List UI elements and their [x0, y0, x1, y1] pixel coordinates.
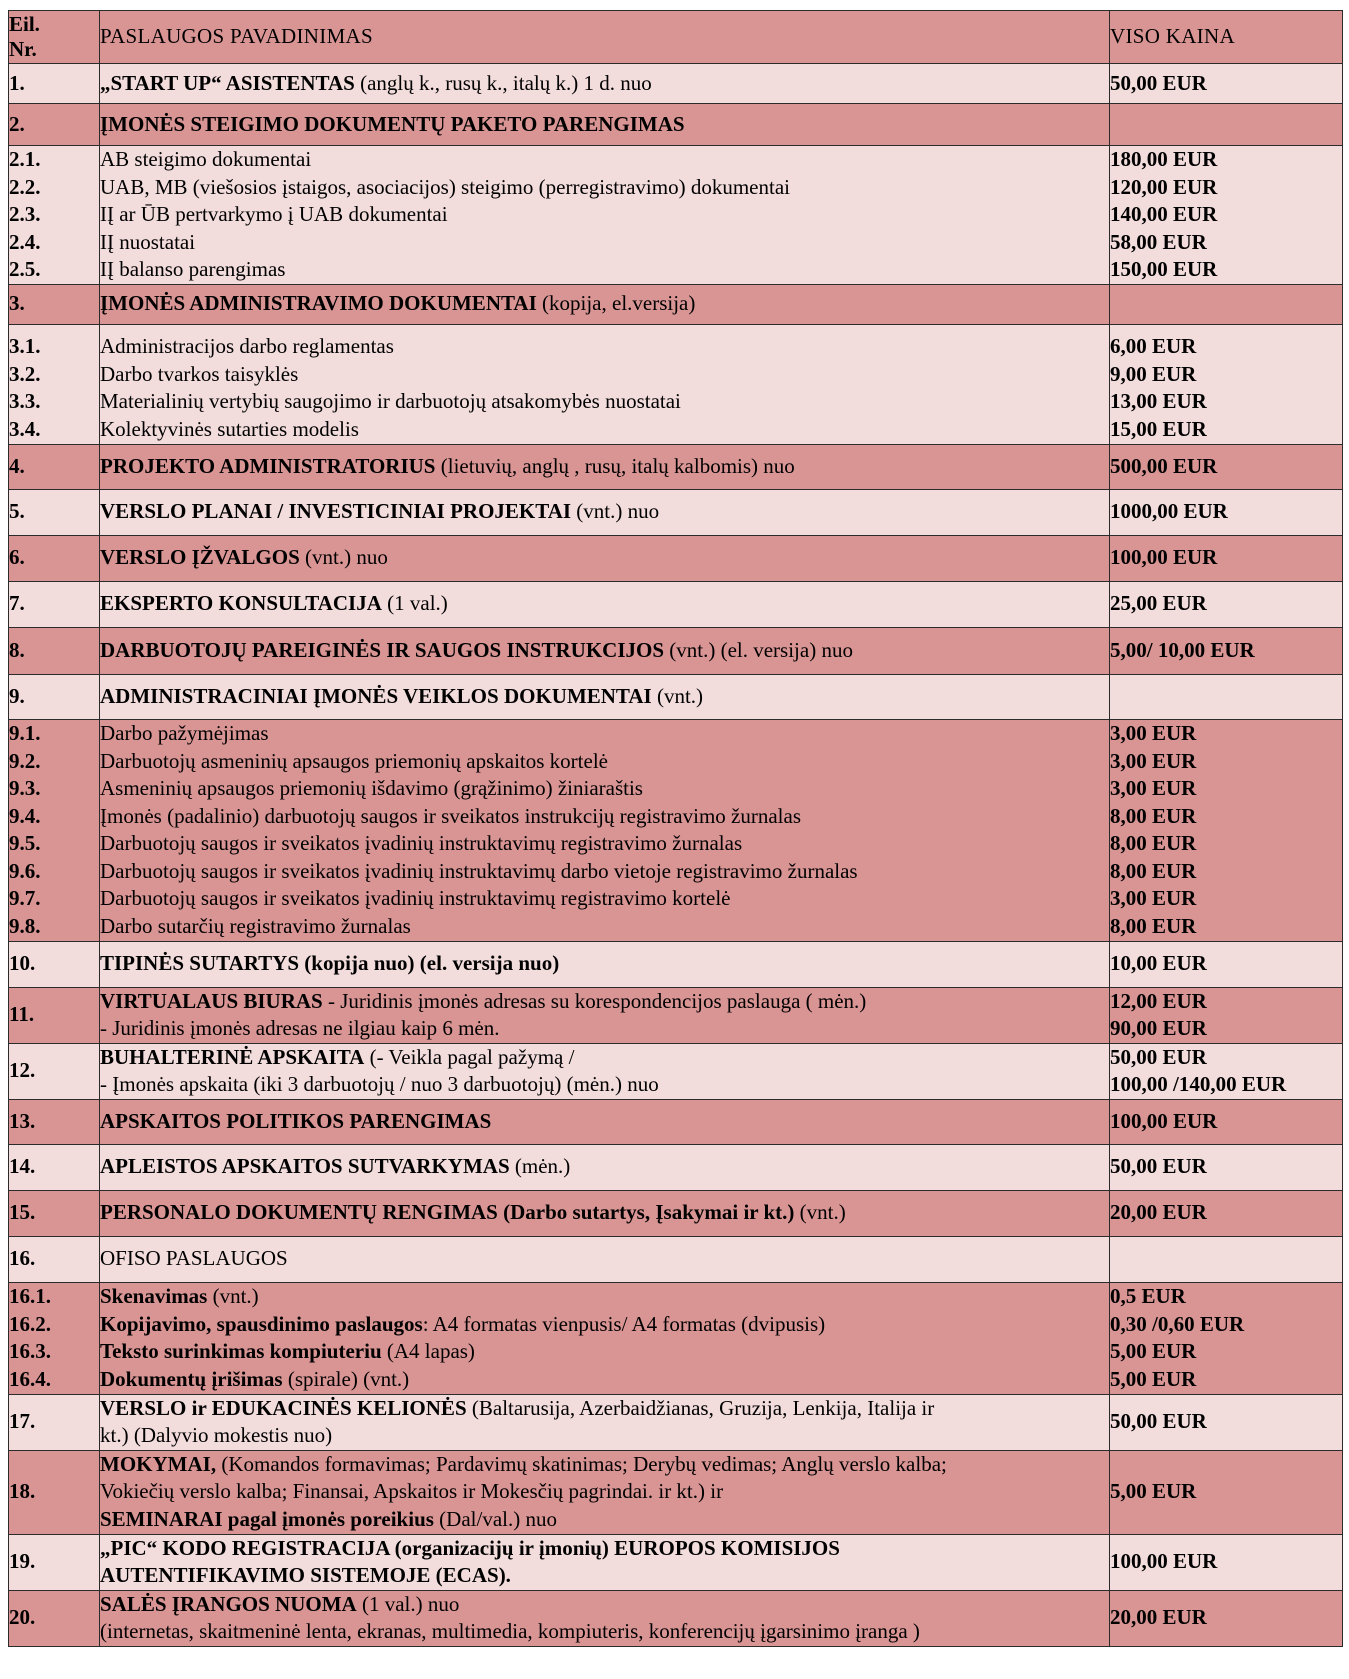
col-nr-header: Eil. Nr.	[9, 11, 100, 64]
row-name: „PIC“ KODO REGISTRACIJA (organizacijų ir įmonių) EUROPOS KOMISIJOS AUTENTIFIKAVIMO SISTEMOJE (ECAS).	[100, 1534, 1110, 1590]
row-7	[9, 581, 1343, 627]
price-list-table	[8, 10, 1343, 1647]
row-price: 5,00 EUR	[1110, 1450, 1343, 1534]
sub-numbers: 16.1. 16.2. 16.3. 16.4.	[9, 1282, 100, 1394]
row-2	[9, 104, 1343, 146]
row-name: BUHALTERINĖ APSKAITA (- Veikla pagal pažymą / - Įmonės apskaita (iki 3 darbuotojų / nuo 3 darbuotojų) (mėn.) nuo	[100, 1043, 1110, 1099]
row-number: 13.	[9, 1099, 100, 1144]
row-6	[9, 535, 1343, 581]
row-number: 11.	[9, 987, 100, 1043]
col-price-header: VISO KAINA	[1110, 11, 1343, 64]
row-number: 12.	[9, 1043, 100, 1099]
row-name: DARBUOTOJŲ PAREIGINĖS IR SAUGOS INSTRUKCIJOS (vnt.) (el. versija) nuo	[100, 627, 1110, 674]
row-number: 2.	[9, 104, 100, 146]
row-name: TIPINĖS SUTARTYS (kopija nuo) (el. versija nuo)	[100, 941, 1110, 987]
row-5	[9, 489, 1343, 535]
row-3	[9, 284, 1343, 324]
sub-prices: 180,00 EUR 120,00 EUR 140,00 EUR 58,00 EUR 150,00 EUR	[1110, 146, 1343, 285]
row-name: PROJEKTO ADMINISTRATORIUS (lietuvių, anglų , rusų, italų kalbomis) nuo	[100, 444, 1110, 489]
row-name: APSKAITOS POLITIKOS PARENGIMAS	[100, 1099, 1110, 1144]
row-name: OFISO PASLAUGOS	[100, 1236, 1110, 1282]
row-number: 15.	[9, 1190, 100, 1236]
row-price: 50,00 EUR	[1110, 64, 1343, 104]
row-name: PERSONALO DOKUMENTŲ RENGIMAS (Darbo sutartys, Įsakymai ir kt.) (vnt.)	[100, 1190, 1110, 1236]
row-name: ĮMONĖS ADMINISTRAVIMO DOKUMENTAI (kopija, el.versija)	[100, 284, 1110, 324]
row-price: 100,00 EUR	[1110, 1099, 1343, 1144]
row-price: 20,00 EUR	[1110, 1590, 1343, 1646]
sub-labels: Administracijos darbo reglamentas Darbo tvarkos taisyklės Materialinių vertybių saugojimo ir darbuotojų atsakomybės nuostatai Kolektyvinės sutarties modelis	[100, 324, 1110, 444]
row-price: 12,00 EUR 90,00 EUR	[1110, 987, 1343, 1043]
row-price	[1110, 284, 1343, 324]
row-number: 9.	[9, 674, 100, 719]
row-18	[9, 1450, 1343, 1534]
row-name: VERSLO PLANAI / INVESTICINIAI PROJEKTAI (vnt.) nuo	[100, 489, 1110, 535]
row-12	[9, 1043, 1343, 1099]
header-row	[9, 11, 1343, 64]
row-name: „START UP“ ASISTENTAS (anglų k., rusų k., italų k.) 1 d. nuo	[100, 64, 1110, 104]
row-8	[9, 627, 1343, 674]
row-price: 50,00 EUR 100,00 /140,00 EUR	[1110, 1043, 1343, 1099]
row-number: 17.	[9, 1394, 100, 1450]
sub-numbers: 3.1. 3.2. 3.3. 3.4.	[9, 324, 100, 444]
row-20	[9, 1590, 1343, 1646]
row-price: 25,00 EUR	[1110, 581, 1343, 627]
row-name: SALĖS ĮRANGOS NUOMA (1 val.) nuo (internetas, skaitmeninė lenta, ekranas, multimedia, kompiuteris, konferencijų įgarsinimo įranga )	[100, 1590, 1110, 1646]
row-name: VERSLO ir EDUKACINĖS KELIONĖS (Baltarusija, Azerbaidžianas, Gruzija, Lenkija, Italija ir kt.) (Dalyvio mokestis nuo)	[100, 1394, 1110, 1450]
sub-labels: Darbo pažymėjimas Darbuotojų asmeninių apsaugos priemonių apskaitos kortelė Asmeninių apsaugos priemonių išdavimo (grąžinimo) žiniaraštis Įmonės (padalinio) darbuotojų saugos ir sveikatos instrukcijų registravimo žurnalas Darbuotojų saugos ir sveikatos įvadinių instruktavimų registravimo žurnalas Darbuotojų saugos ir sveikatos įvadinių instruktavimų darbo vietoje registravimo žurnalas Darbuotojų saugos ir sveikatos įvadinių instruktavimų registravimo kortelė Darbo sutarčių registravimo žurnalas	[100, 719, 1110, 941]
row-4	[9, 444, 1343, 489]
row-number: 8.	[9, 627, 100, 674]
row-name: VERSLO ĮŽVALGOS (vnt.) nuo	[100, 535, 1110, 581]
row-price: 100,00 EUR	[1110, 1534, 1343, 1590]
row-number: 1.	[9, 64, 100, 104]
row-13	[9, 1099, 1343, 1144]
row-name: VIRTUALAUS BIURAS - Juridinis įmonės adresas su korespondencijos paslauga ( mėn.) - Juridinis įmonės adresas ne ilgiau kaip 6 mėn.	[100, 987, 1110, 1043]
row-number: 14.	[9, 1144, 100, 1190]
sub-labels: AB steigimo dokumentai UAB, MB (viešosios įstaigos, asociacijos) steigimo (perregistravimo) dokumentai IĮ ar ŪB pertvarkymo į UAB dokumentai IĮ nuostatai IĮ balanso parengimas	[100, 146, 1110, 285]
row-number: 18.	[9, 1450, 100, 1534]
row-price: 1000,00 EUR	[1110, 489, 1343, 535]
row-14	[9, 1144, 1343, 1190]
row-10	[9, 941, 1343, 987]
row-price: 5,00/ 10,00 EUR	[1110, 627, 1343, 674]
row-number: 19.	[9, 1534, 100, 1590]
row-name: ADMINISTRACINIAI ĮMONĖS VEIKLOS DOKUMENTAI (vnt.)	[100, 674, 1110, 719]
row-9	[9, 674, 1343, 719]
row-19	[9, 1534, 1343, 1590]
row-2-subitems	[9, 146, 1343, 285]
sub-numbers: 9.1. 9.2. 9.3. 9.4. 9.5. 9.6. 9.7. 9.8.	[9, 719, 100, 941]
row-9-subitems	[9, 719, 1343, 941]
row-price: 50,00 EUR	[1110, 1394, 1343, 1450]
row-16	[9, 1236, 1343, 1282]
row-number: 5.	[9, 489, 100, 535]
row-1	[9, 64, 1343, 104]
row-name: MOKYMAI, (Komandos formavimas; Pardavimų skatinimas; Derybų vedimas; Anglų verslo kalba; Vokiečių verslo kalba; Finansai, Apskaitos ir Mokesčių pagrindai. ir kt.) ir SEMINARAI pagal įmonės poreikius (Dal/val.) nuo	[100, 1450, 1110, 1534]
row-price: 50,00 EUR	[1110, 1144, 1343, 1190]
row-16-subitems	[9, 1282, 1343, 1394]
row-number: 4.	[9, 444, 100, 489]
sub-labels: Skenavimas (vnt.) Kopijavimo, spausdinimo paslaugos: A4 formatas vienpusis/ A4 formatas (dvipusis) Teksto surinkimas kompiuteriu (A4 lapas) Dokumentų įrišimas (spirale) (vnt.)	[100, 1282, 1110, 1394]
row-number: 16.	[9, 1236, 100, 1282]
sub-prices: 6,00 EUR 9,00 EUR 13,00 EUR 15,00 EUR	[1110, 324, 1343, 444]
row-price: 500,00 EUR	[1110, 444, 1343, 489]
row-number: 7.	[9, 581, 100, 627]
row-price	[1110, 1236, 1343, 1282]
row-name: APLEISTOS APSKAITOS SUTVARKYMAS (mėn.)	[100, 1144, 1110, 1190]
row-name: ĮMONĖS STEIGIMO DOKUMENTŲ PAKETO PARENGIMAS	[100, 104, 1110, 146]
row-15	[9, 1190, 1343, 1236]
row-price	[1110, 104, 1343, 146]
row-17	[9, 1394, 1343, 1450]
row-11	[9, 987, 1343, 1043]
row-number: 6.	[9, 535, 100, 581]
row-3-subitems	[9, 324, 1343, 444]
row-number: 10.	[9, 941, 100, 987]
row-price	[1110, 674, 1343, 719]
sub-prices: 3,00 EUR 3,00 EUR 3,00 EUR 8,00 EUR 8,00 EUR 8,00 EUR 3,00 EUR 8,00 EUR	[1110, 719, 1343, 941]
row-number: 3.	[9, 284, 100, 324]
row-price: 100,00 EUR	[1110, 535, 1343, 581]
row-name: EKSPERTO KONSULTACIJA (1 val.)	[100, 581, 1110, 627]
row-number: 20.	[9, 1590, 100, 1646]
sub-prices: 0,5 EUR 0,30 /0,60 EUR 5,00 EUR 5,00 EUR	[1110, 1282, 1343, 1394]
row-price: 20,00 EUR	[1110, 1190, 1343, 1236]
row-price: 10,00 EUR	[1110, 941, 1343, 987]
sub-numbers: 2.1. 2.2. 2.3. 2.4. 2.5.	[9, 146, 100, 285]
col-name-header: PASLAUGOS PAVADINIMAS	[100, 11, 1110, 64]
